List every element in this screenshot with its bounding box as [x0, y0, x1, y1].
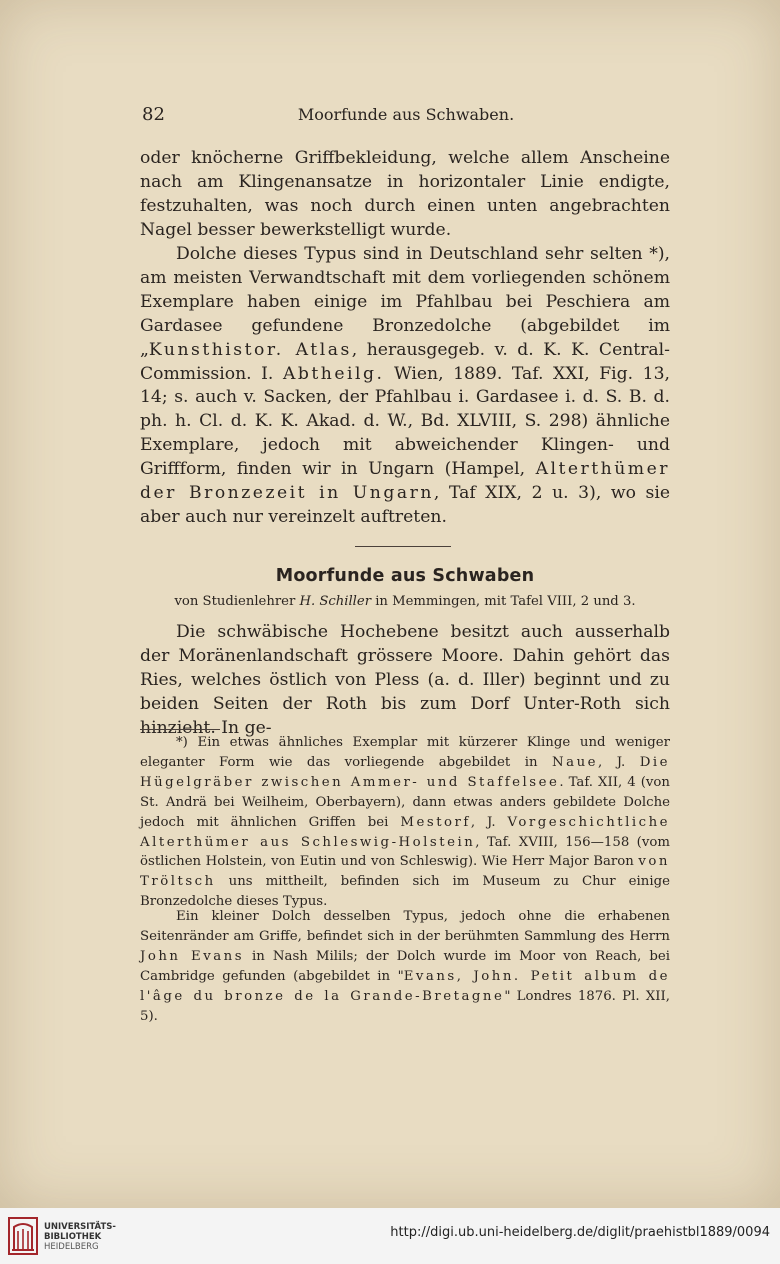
paragraph-dolche	[140, 243, 670, 530]
spaced-name: Mestorf	[400, 814, 471, 830]
text-run: in Nash Milils; der Dolch wurde im Moor von Reach, bei Cambridge gefunden (abgebildet in "	[140, 948, 670, 984]
permalink-url[interactable]: http://digi.ub.uni-heidelberg.de/diglit/praehistbl1889/0094	[390, 1225, 770, 1240]
text-run: , Taf. XVIII, 156—158 (vom östlichen Holstein, von Eutin und von Schleswig). Wie Herr Major Baron	[140, 834, 670, 870]
spaced-name: Naue	[552, 754, 599, 770]
library-name-line: UNIVERSITÄTS-	[44, 1222, 116, 1232]
text-run: , herausgegeb. v. d. K. K. Central-Commission. I.	[140, 339, 670, 384]
spaced-title: Abtheilg.	[282, 363, 385, 384]
paragraph-text	[140, 243, 670, 530]
text-run: , J.	[470, 814, 508, 830]
university-library-logo[interactable]	[8, 1217, 38, 1255]
byline-author: H. Schiller	[299, 594, 372, 609]
section-divider	[355, 546, 451, 547]
spaced-name: John Evans	[140, 948, 245, 964]
byline-text: in Memmingen, mit Tafel VIII, 2 und 3.	[371, 594, 636, 609]
text-run: , Taf XIX, 2 u. 3), wo sie aber auch nur vereinzelt auftreten.	[140, 483, 670, 527]
library-seal-icon	[8, 1217, 38, 1255]
viewer-footer	[0, 1208, 780, 1264]
running-title: Moorfunde aus Schwaben.	[297, 105, 515, 124]
footnote-text	[140, 907, 670, 1026]
byline-text: von Studienlehrer	[174, 594, 300, 609]
spaced-title: Alterthümer der Bronzezeit in Ungarn	[140, 459, 670, 504]
text-run: uns mittheilt, befinden sich im Museum zu Chur einige Bronzedolche dieses Typus.	[140, 874, 670, 910]
footnote-rule	[140, 729, 220, 730]
text-run: *) Ein etwas ähnliches Exemplar mit kürzerer Klinge und weniger eleganter Form wie das vorliegende abgebildet in	[140, 735, 670, 770]
section-byline	[140, 594, 670, 609]
text-run: . Taf. XII, 4 (von St. Andrä bei Weilheim, Oberbayern), dann etwas anders gebildete Dolche jedoch mit ähnlichen Griffen bei	[140, 774, 670, 830]
paragraph-hochebene	[140, 621, 670, 741]
spaced-title: Kunsthistor. Atlas	[148, 339, 352, 360]
footnote-text	[140, 733, 670, 912]
text-run: " Londres 1876. Pl. XII, 5).	[140, 988, 670, 1024]
paragraph-text: oder knöcherne Griffbekleidung, welche allem Anscheine nach am Klingenansatze in horizontaler Linie endigte, festzuhalten, was noch durch einen unten angebrachten Nagel besser bewerkstelligt wurde.	[140, 148, 670, 240]
text-run: Wien, 1889. Taf. XXI, Fig. 13, 14; s. auch v. Sacken, der Pfahlbau i. Gardasee i. d. S. B. d. ph. h. Cl. d. K. K. Akad. d. W., Bd. XLVIII, S. 298) ähnliche Exemplare, jedoch mit abweichender Klingen- und Griffform, finden wir in Ungarn (Hampel,	[140, 363, 670, 480]
library-name	[44, 1222, 116, 1252]
footnote-2	[140, 907, 670, 1026]
spaced-title: Die Hügelgräber zwischen Ammer- und Staffelsee	[140, 754, 670, 790]
footnote-1	[140, 733, 670, 912]
paragraph-text: Die schwäbische Hochebene besitzt auch ausserhalb der Moränenlandschaft grössere Moore. Dahin gehört das Ries, welches östlich von Pless (a. d. Iller) beginnt und zu beiden Seiten der Roth bis zum Dorf Unter-Roth sich hinzieht. In ge-	[140, 622, 670, 738]
spaced-title: Vorgeschichtliche Alterthümer aus Schleswig-Holstein	[140, 814, 670, 850]
library-name-line: BIBLIOTHEK	[44, 1232, 102, 1242]
text-run: Ein kleiner Dolch desselben Typus, jedoch ohne die erhabenen Seitenränder am Griffe, befindet sich in der berühmten Sammlung des Herrn	[140, 909, 670, 944]
paragraph-continuation	[140, 147, 670, 243]
library-name-line: HEIDELBERG	[44, 1242, 99, 1252]
text-run: , J.	[598, 754, 640, 770]
text-run: Dolche dieses Typus sind in Deutschland sehr selten *), am meisten Verwandtschaft mit dem vorliegenden schönem Exemplare haben einige im Pfahlbau bei Peschiera am Gardasee gefundene Bronzedolche (abgebildet im „	[140, 244, 670, 360]
section-title: Moorfunde aus Schwaben	[275, 566, 535, 586]
page-header	[142, 104, 670, 128]
page-number: 82	[142, 104, 165, 125]
spaced-name: von Tröltsch	[140, 854, 670, 890]
spaced-title: Evans, John. Petit album de l'âge du bronze de la Grande-Bretagne	[140, 968, 671, 1004]
